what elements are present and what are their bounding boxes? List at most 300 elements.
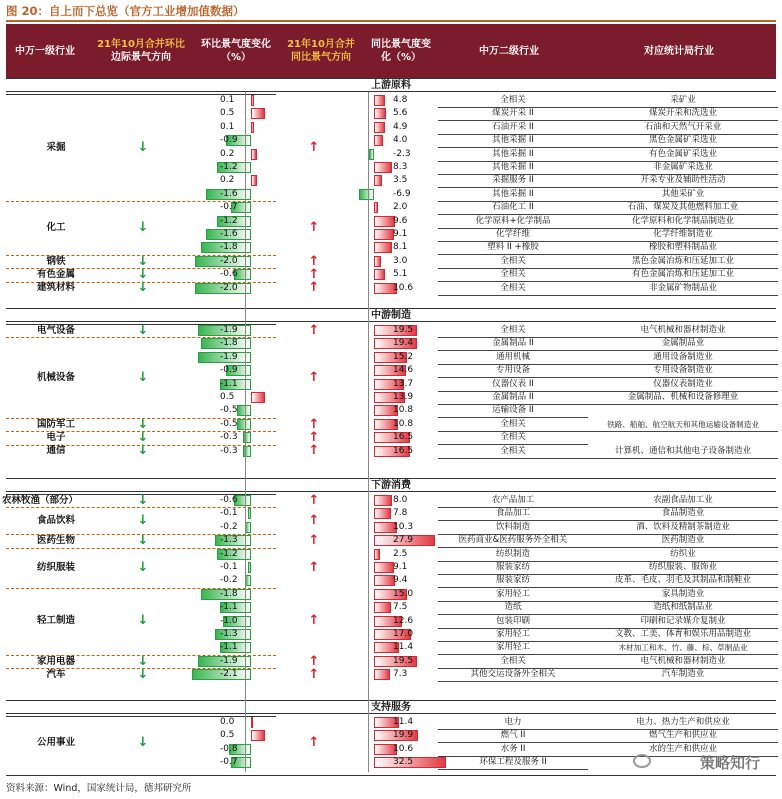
- yoy-bar: [374, 508, 391, 519]
- mom-value: -1.0: [220, 615, 238, 626]
- table-row: [6, 534, 776, 548]
- table-row: [6, 268, 776, 282]
- stat-industry: 专用设备制造业: [588, 364, 778, 378]
- table-row: [6, 351, 776, 365]
- group-name: 国防军工: [36, 418, 75, 430]
- yoy-bar: [374, 495, 392, 506]
- stat-industry: 金属制品业: [588, 337, 778, 351]
- mom-direction-arrow: ↓: [137, 653, 149, 669]
- yoy-value: 11.4: [393, 642, 414, 653]
- mom-direction-arrow: ↓: [137, 666, 149, 682]
- sw2-industry: 其他采掘 II: [438, 134, 588, 148]
- header-stat: 对应统计局行业: [644, 45, 714, 57]
- table-row: [6, 507, 776, 521]
- group-name: 农林牧渔（部分）: [2, 494, 79, 506]
- table-row: [6, 161, 776, 175]
- yoy-value: -6.9: [393, 188, 411, 199]
- sw2-industry: 服装家纺: [438, 574, 588, 588]
- yoy-bar: [374, 562, 394, 573]
- sw2-industry: 全相关: [438, 268, 588, 282]
- group-name: 家用电器: [36, 655, 75, 667]
- yoy-direction-arrow: ↑: [308, 666, 320, 682]
- stat-industry: 造纸和纸制品业: [588, 601, 778, 615]
- yoy-value: 10.6: [393, 282, 414, 293]
- mom-value: -0.7: [220, 757, 238, 768]
- mom-bar: [243, 432, 251, 443]
- mom-direction-arrow: ↓: [137, 512, 149, 528]
- sw2-industry: 食品加工: [438, 507, 588, 521]
- sw2-industry: 医药商业&医药服务外全相关: [438, 534, 588, 548]
- mom-value: -0.8: [220, 743, 238, 754]
- stat-industry: 水的生产和供应业: [588, 743, 778, 757]
- sw2-industry: 纺织制造: [438, 548, 588, 562]
- mom-direction-arrow: ↓: [137, 734, 149, 750]
- section-downstream: 下游消费: [6, 478, 776, 492]
- stat-industry: 文教、工美、体育和娱乐用品制造业: [588, 628, 778, 642]
- table-row: [6, 148, 776, 162]
- yoy-bar: [374, 95, 385, 106]
- mom-direction-arrow: ↓: [137, 443, 149, 459]
- yoy-value: 19.5: [393, 655, 414, 666]
- yoy-value: 7.5: [393, 602, 408, 613]
- mom-direction-arrow: ↓: [137, 532, 149, 548]
- yoy-value: 14.6: [393, 365, 414, 376]
- mom-bar: [251, 108, 265, 119]
- group-name: 医药生物: [36, 534, 75, 546]
- yoy-bar: [369, 149, 374, 160]
- table-row: [6, 364, 776, 378]
- mom-value: -1.3: [220, 629, 238, 639]
- yoy-direction-arrow: ↑: [308, 443, 320, 459]
- mom-direction-arrow: ↓: [137, 322, 149, 338]
- yoy-bar: [374, 575, 395, 586]
- mom-value: -0.5: [220, 418, 238, 429]
- sw2-industry: 全相关: [438, 94, 588, 108]
- stat-industry: 农副食品加工业: [588, 494, 778, 508]
- mom-direction-arrow: ↓: [137, 613, 149, 629]
- yoy-value: 2.0: [393, 202, 408, 213]
- mom-value: -1.2: [220, 215, 238, 226]
- yoy-direction-arrow: ↑: [308, 734, 320, 750]
- mom-bar: [243, 446, 251, 457]
- mom-value: 0.0: [220, 717, 235, 727]
- yoy-value: 4.8: [393, 95, 408, 105]
- table-row: [6, 561, 776, 575]
- table-row: [6, 418, 776, 432]
- mom-value: -0.6: [220, 269, 238, 280]
- sw2-industry: 其他采掘 II: [438, 161, 588, 175]
- mom-value: -1.3: [220, 535, 238, 546]
- table-row: [6, 94, 776, 108]
- mom-value: -0.7: [220, 202, 238, 213]
- stat-industry: 燃气生产和供应业: [588, 729, 778, 743]
- table-row: [6, 628, 776, 642]
- mom-direction-arrow: ↓: [137, 139, 149, 155]
- mom-bar: [251, 392, 265, 403]
- sw2-industry: 运输设备 II: [438, 404, 588, 418]
- sw2-industry: 其他交运设备外全相关: [438, 668, 588, 682]
- group-name: 公用事业: [36, 736, 75, 748]
- table-row: [6, 574, 776, 588]
- yoy-value: 32.5: [393, 757, 414, 768]
- stat-industry: 金属制品、机械和设备修理业: [588, 391, 778, 405]
- mom-value: -2.1: [220, 669, 238, 680]
- sw2-industry: 其他采掘 II: [438, 148, 588, 162]
- watermark: 策略知行: [699, 754, 760, 772]
- mom-value: -1.2: [220, 548, 238, 559]
- mom-value: -0.9: [220, 135, 238, 146]
- group-name: 采掘: [46, 141, 66, 153]
- yoy-bar: [374, 602, 391, 613]
- header-mom-dir: [86, 24, 196, 78]
- yoy-direction-arrow: ↑: [308, 253, 320, 269]
- table-row: [6, 521, 776, 535]
- mom-direction-arrow: ↓: [137, 266, 149, 282]
- yoy-value: 3.0: [393, 255, 408, 266]
- group-name: 电子: [46, 431, 66, 443]
- yoy-direction-arrow: ↑: [308, 532, 320, 548]
- stat-industry: 黑色金属矿采选业: [588, 134, 778, 148]
- table-row: [6, 668, 776, 682]
- header-yoy-dir-line2: 同比景气方向: [291, 52, 351, 63]
- yoy-direction-arrow: ↑: [308, 429, 320, 445]
- yoy-value: 4.0: [393, 135, 408, 146]
- yoy-bar: [359, 189, 374, 200]
- mom-value: 0.1: [220, 95, 235, 105]
- yoy-value: 2.5: [393, 548, 408, 559]
- source-note: 资料来源：Wind，国家统计局，德邦研究所: [6, 783, 192, 794]
- yoy-bar: [374, 122, 385, 133]
- mom-value: -1.9: [220, 325, 238, 335]
- mom-bar: [248, 562, 251, 573]
- stat-industry: 计算机、通信和其他电子设备制造业: [588, 445, 778, 459]
- table-row: [6, 548, 776, 562]
- mom-value: -1.6: [220, 229, 238, 239]
- mom-direction-arrow: ↓: [137, 492, 149, 508]
- yoy-bar: [374, 202, 378, 213]
- mom-value: 0.1: [220, 121, 235, 132]
- yoy-value: 7.8: [393, 508, 408, 519]
- sw2-industry: 电力: [438, 716, 588, 730]
- mom-bar: [237, 419, 251, 430]
- table-row: [6, 255, 776, 269]
- title-rule: [6, 20, 776, 22]
- stat-industry: 汽车制造业: [588, 668, 778, 682]
- yoy-value: 16.5: [393, 432, 414, 443]
- mom-value: -1.8: [220, 588, 238, 599]
- header-yoy-dir: [276, 24, 366, 78]
- group-name: 建筑材料: [36, 282, 75, 294]
- sw2-industry: 水务 II: [438, 743, 588, 757]
- yoy-bar: [374, 162, 392, 173]
- mom-value: -2.0: [220, 255, 238, 266]
- stat-industry: 纺织业: [588, 548, 778, 562]
- yoy-value: 27.9: [393, 535, 414, 546]
- zero-axis-line: [368, 92, 369, 772]
- sw2-industry: 石油化工 II: [438, 201, 588, 215]
- stat-industry: 皮革、毛皮、羽毛及其制品和制鞋业: [588, 574, 778, 588]
- stat-industry: [588, 431, 778, 432]
- stat-industry: 电气机械和器材制造业: [588, 655, 778, 669]
- yoy-direction-arrow: ↑: [308, 559, 320, 575]
- group-name: 机械设备: [36, 371, 75, 383]
- table-row: [6, 378, 776, 392]
- yoy-value: 3.5: [393, 175, 408, 186]
- mom-value: -1.2: [220, 162, 238, 172]
- sw2-industry: 全相关: [438, 655, 588, 669]
- yoy-value: 11.4: [393, 717, 414, 727]
- group-name: 钢铁: [46, 255, 66, 267]
- mom-bar: [245, 522, 251, 533]
- mom-value: -0.6: [220, 495, 238, 505]
- table-row: [6, 201, 776, 215]
- group-name: 电气设备: [36, 324, 75, 336]
- header-yoy-change: 同比景气度变化（%）: [371, 39, 431, 63]
- yoy-bar: [374, 269, 385, 280]
- mom-value: -0.2: [220, 521, 238, 532]
- mom-bar: [251, 717, 253, 728]
- table-row: [6, 729, 776, 743]
- stat-industry: 非金属矿物制品业: [588, 282, 778, 296]
- sw2-industry: 服装家纺: [438, 561, 588, 575]
- stat-industry: 酒、饮料及精制茶制造业: [588, 521, 778, 535]
- sw2-industry: 家用轻工: [438, 641, 588, 655]
- stat-industry: 非金属矿采选业: [588, 161, 778, 175]
- table-row: [6, 615, 776, 629]
- stat-industry: 仪器仪表制造业: [588, 378, 778, 392]
- sw2-industry: 全相关: [438, 445, 588, 459]
- mom-value: -0.1: [220, 508, 238, 519]
- yoy-value: 10.6: [393, 743, 414, 754]
- stat-industry: 其他采矿业: [588, 188, 778, 202]
- yoy-value: 9.6: [393, 215, 408, 226]
- group-name: 汽车: [46, 668, 66, 680]
- mom-bar: [251, 175, 257, 186]
- zero-axis-line: [245, 92, 246, 772]
- sw2-industry: 化学原料+化学制品: [438, 215, 588, 229]
- group-name: 通信: [46, 445, 66, 457]
- sw2-industry: 采掘服务 II: [438, 174, 588, 188]
- yoy-value: 8.3: [393, 162, 408, 172]
- mom-direction-arrow: ↓: [137, 253, 149, 269]
- wechat-icon: [633, 754, 651, 768]
- mom-value: 0.2: [220, 175, 235, 186]
- stat-industry: 家具制造业: [588, 588, 778, 602]
- header-sw1: 中万一级行业: [15, 45, 75, 57]
- stat-industry: 化学纤维制造业: [588, 228, 778, 242]
- table-row: [6, 743, 776, 757]
- yoy-value: -2.3: [393, 148, 411, 159]
- header-sw2: 中万二级行业: [479, 45, 539, 57]
- section-support: 支持服务: [6, 700, 776, 714]
- group-name: 食品饮料: [36, 514, 75, 526]
- yoy-value: 8.1: [393, 242, 408, 253]
- sw2-industry: 金属制品 II: [438, 391, 588, 405]
- yoy-bar: [374, 256, 381, 267]
- mom-value: -1.1: [220, 642, 238, 653]
- table-row: [6, 107, 776, 121]
- sw2-industry: 煤炭开采 II: [438, 107, 588, 121]
- sw2-industry: 环保工程及服务 II: [438, 756, 588, 770]
- table-row: [6, 228, 776, 242]
- stat-industry: 煤炭开采和洗选业: [588, 107, 778, 121]
- stat-industry: 石油和天然气开采业: [588, 121, 778, 135]
- mom-value: 0.5: [220, 392, 235, 402]
- yoy-bar: [374, 229, 394, 240]
- sw2-industry: 家用轻工: [438, 628, 588, 642]
- yoy-bar: [374, 108, 386, 119]
- table-row: [6, 445, 776, 459]
- yoy-value: 10.8: [393, 418, 414, 429]
- yoy-direction-arrow: ↑: [308, 653, 320, 669]
- mom-bar: [251, 149, 257, 160]
- yoy-direction-arrow: ↑: [308, 512, 320, 528]
- stat-industry: 木材加工和木、竹、藤、棕、草制品业: [588, 641, 778, 655]
- yoy-value: 9.1: [393, 562, 408, 572]
- mom-value: 0.2: [220, 148, 235, 159]
- group-name: 有色金属: [36, 268, 75, 280]
- mom-direction-arrow: ↓: [137, 280, 149, 296]
- table-row: [6, 601, 776, 615]
- stat-industry: 电力、热力生产和供应业: [588, 716, 778, 730]
- yoy-value: 16.5: [393, 445, 414, 456]
- yoy-value: 5.6: [393, 108, 408, 119]
- header-mom-dir-line1: 21年10月合并环比: [97, 39, 185, 50]
- figure-title: 图 20：自上而下总览（官方工业增加值数据）: [6, 4, 245, 18]
- yoy-value: 12.6: [393, 615, 414, 626]
- bottom-rule: [6, 775, 776, 776]
- mom-value: -0.3: [220, 432, 238, 443]
- yoy-value: 15.2: [393, 351, 414, 362]
- mom-direction-arrow: ↓: [137, 416, 149, 432]
- sw2-industry: 其他采掘 II: [438, 188, 588, 202]
- table-row: [6, 188, 776, 202]
- table-row: [6, 174, 776, 188]
- section-midstream: 中游制造: [6, 308, 776, 322]
- mom-value: 0.5: [220, 730, 235, 741]
- mom-bar: [237, 405, 251, 416]
- sw2-industry: 通用机械: [438, 351, 588, 365]
- mom-value: -2.0: [220, 282, 238, 293]
- stat-industry: 采矿业: [588, 94, 778, 108]
- group-name: 化工: [46, 222, 66, 233]
- mom-bar: [251, 730, 265, 741]
- stat-industry: 石油、煤炭及其他燃料加工业: [588, 201, 778, 215]
- table-header: [6, 24, 776, 78]
- sw2-industry: 全相关: [438, 431, 588, 445]
- mom-value: -1.8: [220, 338, 238, 349]
- mom-value: -0.3: [220, 445, 238, 456]
- yoy-value: 17.0: [393, 629, 414, 639]
- sw2-industry: 金属制品 II: [438, 337, 588, 351]
- table-row: [6, 404, 776, 418]
- yoy-direction-arrow: ↑: [308, 369, 320, 385]
- table-row: [6, 215, 776, 229]
- sw2-industry: 农产品加工: [438, 494, 588, 508]
- mom-value: -1.1: [220, 378, 238, 389]
- table-row: [6, 716, 776, 730]
- table-row: [6, 641, 776, 655]
- yoy-direction-arrow: ↑: [308, 492, 320, 508]
- mom-value: -0.9: [220, 365, 238, 376]
- stat-industry: 印刷和记录媒介复制业: [588, 615, 778, 629]
- table-row: [6, 494, 776, 508]
- mom-value: -1.9: [220, 351, 238, 362]
- mom-value: -0.5: [220, 405, 238, 416]
- stat-industry: 电气机械和器材制造业: [588, 324, 778, 338]
- sw2-industry: 全相关: [438, 282, 588, 296]
- yoy-bar: [374, 175, 382, 186]
- yoy-bar: [374, 135, 383, 146]
- yoy-value: 7.3: [393, 669, 408, 680]
- stat-industry: 黑色金属冶炼和压延加工业: [588, 255, 778, 269]
- table-row: [6, 655, 776, 669]
- mom-value: -1.9: [220, 655, 238, 666]
- yoy-value: 19.9: [393, 730, 414, 741]
- yoy-bar: [374, 669, 390, 680]
- mom-bar: [248, 508, 251, 519]
- table-row: [6, 588, 776, 602]
- mom-direction-arrow: ↓: [137, 429, 149, 445]
- yoy-value: 19.5: [393, 325, 414, 335]
- yoy-value: 5.1: [393, 269, 408, 280]
- mom-value: -1.6: [220, 188, 238, 199]
- header-mom-dir-line2: 边际景气方向: [111, 52, 171, 63]
- sw2-industry: 塑料 II +橡胶: [438, 241, 588, 255]
- sw2-industry: 全相关: [438, 255, 588, 269]
- sw2-industry: 专用设备: [438, 364, 588, 378]
- yoy-bar: [374, 549, 380, 560]
- mom-value: -1.1: [220, 602, 238, 613]
- sw2-industry: 家用轻工: [438, 588, 588, 602]
- yoy-value: 9.1: [393, 229, 408, 239]
- stat-industry: 食品制造业: [588, 507, 778, 521]
- yoy-direction-arrow: ↑: [308, 139, 320, 155]
- mom-bar: [245, 575, 251, 586]
- mom-direction-arrow: ↓: [137, 559, 149, 575]
- table-row: [6, 324, 776, 338]
- yoy-direction-arrow: ↑: [308, 266, 320, 282]
- stat-industry: 医药制造业: [588, 534, 778, 548]
- sw2-industry: 仪器仪表 II: [438, 378, 588, 392]
- stat-industry: 纺织服装、服饰业: [588, 561, 778, 575]
- stat-industry: 开采专业及辅助性活动: [588, 174, 778, 188]
- yoy-value: 13.7: [393, 378, 414, 389]
- mom-bar: [251, 95, 254, 106]
- sw2-industry: 全相关: [438, 324, 588, 338]
- mom-direction-arrow: ↓: [137, 369, 149, 385]
- sw2-industry: 造纸: [438, 601, 588, 615]
- header-mom-change: 环比景气度变化（%）: [201, 39, 271, 63]
- stat-industry: 化学原料和化学制品制造业: [588, 215, 778, 229]
- table-row: [6, 282, 776, 296]
- table-row: [6, 241, 776, 255]
- mom-value: -0.2: [220, 575, 238, 586]
- mom-value: -0.1: [220, 562, 238, 572]
- yoy-direction-arrow: ↑: [308, 220, 320, 235]
- yoy-value: 10.3: [393, 521, 414, 532]
- sw2-industry: 石油开采 II: [438, 121, 588, 135]
- stat-industry: 通用设备制造业: [588, 351, 778, 365]
- mom-value: -1.8: [220, 242, 238, 253]
- yoy-direction-arrow: ↑: [308, 280, 320, 296]
- stat-industry: 有色金属矿采选业: [588, 148, 778, 162]
- yoy-direction-arrow: ↑: [308, 613, 320, 629]
- table-row: [6, 134, 776, 148]
- sw2-industry: 燃气 II: [438, 729, 588, 743]
- group-name: 纺织服装: [36, 561, 75, 573]
- sw2-industry: 全相关: [438, 418, 588, 432]
